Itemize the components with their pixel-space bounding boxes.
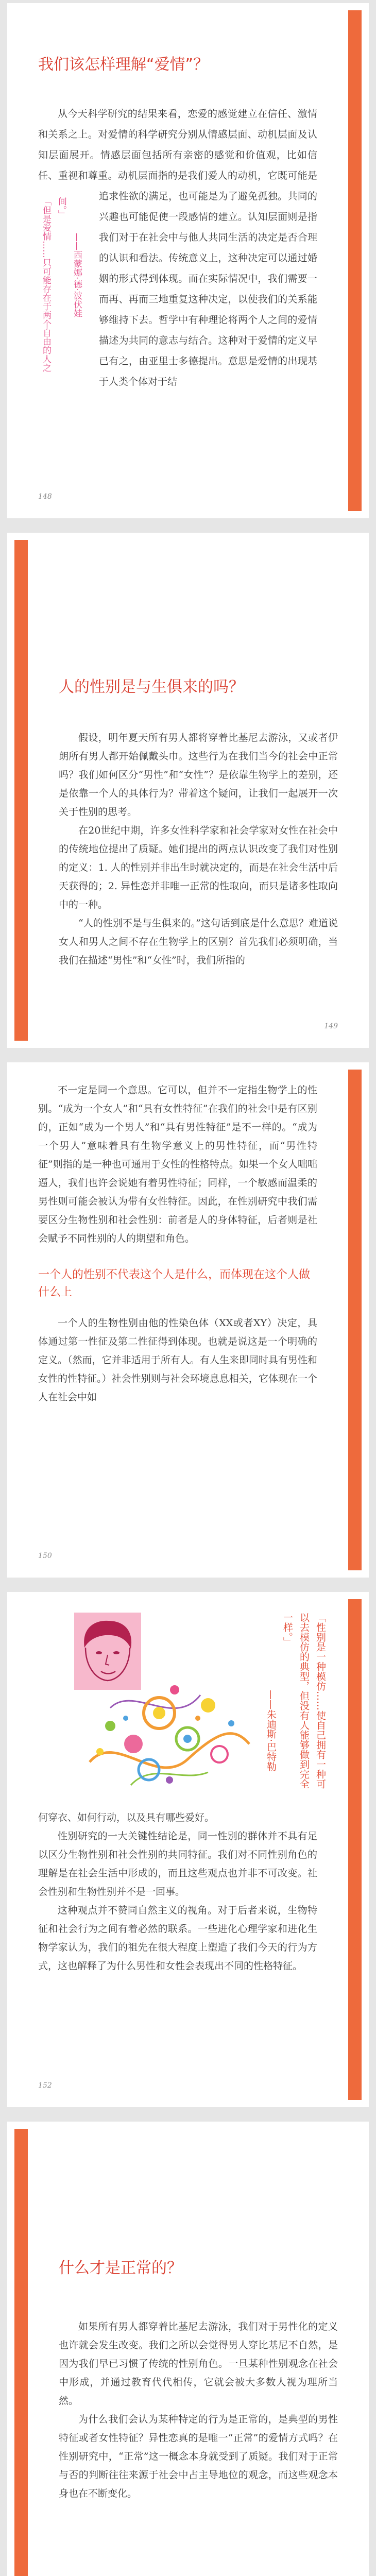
portrait-eye-right bbox=[113, 1651, 119, 1654]
page-number: 149 bbox=[324, 1022, 338, 1030]
body-paragraph: 这种观点并不赞同自然主义的视角。对于后者来说，生物特征和社会行为之间有着必然的联系。一些进化心理学家和进化生物学家认为，我们的祖先在很大程度上塑造了我们今天的行为方式，这也解释了为什么男性和女性会表现出不同的性格特征。 bbox=[38, 1905, 317, 1972]
body-paragraph: 一个人的生物性别由他的性染色体（XX或者XY）决定，具体通过第一性征及第二性征得到体现。也就是说这是一个明确的定义。（然而，它并非适用于所有人。有人生来即同时具有男性和女性的性特征。）社会性别则与社会环境息息相关，它体现在一个人在社会中如 bbox=[38, 1317, 317, 1403]
pattern-swirls bbox=[90, 1685, 249, 1785]
page-number: 152 bbox=[38, 2081, 52, 2090]
body-paragraph: 性别研究的一大关键性结论是，同一性别的群体并不具有足以区分生物性别和社会性别的共同特征。我们对不同性别角色的理解是在社会生活中形成的，而且这些观点也并非不可改变。社会性别和生物性别并不是一回事。 bbox=[38, 1831, 317, 1897]
pattern-dot bbox=[170, 1685, 179, 1694]
pattern-dot bbox=[105, 1721, 115, 1731]
book-page bbox=[7, 1062, 369, 1578]
pattern-dot bbox=[201, 1698, 215, 1713]
pull-quote-text: 「性别是一种模仿……使自己拥有一种可以去模仿的典型，但没有人能够做到完全一样。」 bbox=[282, 1613, 326, 1789]
portrait bbox=[74, 1613, 141, 1690]
book-page bbox=[7, 3, 369, 518]
body-paragraph: 在20世纪中期，许多女性科学家和社会学家对女性在社会中的传统地位提出了质疑。她们提出的两点认识改变了我们对性别的定义：1. 人的性别并非出生时就决定的，而是在社会生活中后天获得的；2. 异性恋并非唯一正常的性取向，而只是诸多性取向中的一种。 bbox=[59, 825, 338, 910]
pattern-dot bbox=[153, 1707, 165, 1719]
section-title: 人的性别是与生俱来的吗？ bbox=[59, 678, 244, 696]
accent-bar bbox=[348, 1599, 362, 2100]
body-paragraph: “人的性别不是与生俱来的。”这句话到底是什么意思？难道说女人和男人之间不存在生物学上的区别？首先我们必须明确，当我们在描述“男性”和“女性”时，我们所指的 bbox=[59, 918, 338, 966]
swirl-line bbox=[90, 1734, 249, 1768]
pattern-dot bbox=[123, 1716, 128, 1721]
body-paragraph: 不一定是同一个意思。它可以，但并不一定指生物学上的性别。“成为一个女人”和“具有女性特征”在我们的社会中是有区别的，正如“成为一个男人”和“具有男性特征”是不一样的。“成为一个男人”意味着具有生物学意义上的男性特征，而“男性特征”则指的是一种也可通用于女性的性格特点。如果一个女人咄咄逼人，我们也许会说她有着男性特征；同样，一个敏感而温柔的男性则可能会被认为带有女性特征。因此，在性别研究中我们需要区分生物性别和社会性别：前者是人的身体特征，后者则是社会赋予不同性别的人的期望和角色。 bbox=[38, 1084, 317, 1244]
pattern-dot bbox=[183, 1735, 192, 1743]
accent-bar bbox=[348, 1070, 362, 1570]
section-title: 什么才是正常的？ bbox=[59, 2259, 182, 2277]
book-page bbox=[7, 533, 369, 1048]
pattern-dot bbox=[96, 1748, 104, 1755]
section-title: 我们该怎样理解“爱情”？ bbox=[38, 56, 209, 74]
pull-quote-author: ——朱迪斯·巴特勒 bbox=[265, 1690, 277, 1772]
body-paragraph: 何穿衣、如何行动，以及具有哪些爱好。 bbox=[38, 1812, 215, 1823]
body-paragraph: 从今天科学研究的结果来看，恋爱的感觉建立在信任、激情和关系之上。对爱情的科学研究分别从情感层面、动机层面及认知层面展开。情感层面包括所有亲密的感觉和价值观，比如信任、重视和尊重。动机层面指的是我们爱人的动机，它既可能是追求性欲的满足，也可能是为了避免孤独。共同的兴趣也可能促使一段感情的建立。认知层面则是指我们对于在社会中与他人共同生活的决定是否合理的认识和看法。传统意义上，这种决定可以通过婚姻的形式得到体现。而在实际情况中，我们需要一而再、再而三地重复这种决定，以使我们的关系能够维持下去。哲学中有种理论将两个人之间的爱情描述为共同的意志与结合。这种对于爱情的定义早已有之，由亚里士多德提出。意思是爱情的出现基于人类个体对于结 bbox=[38, 108, 317, 387]
accent-bar bbox=[348, 10, 362, 511]
body-paragraph: 如果所有男人都穿着比基尼去游泳，我们对于男性化的定义也许就会发生改变。我们之所以会觉得男人穿比基尼不自然，是因为我们早已习惯了传统的性别角色。一旦某种性别观念在社会中形成，并通过教育代代相传，它就会被大多数人视为理所当然。 bbox=[59, 2321, 338, 2406]
pull-quote bbox=[38, 197, 88, 382]
pattern-dot bbox=[195, 1716, 200, 1721]
portrait-eye-left bbox=[96, 1651, 102, 1654]
pattern-ring bbox=[211, 1746, 228, 1762]
book-page bbox=[7, 1592, 369, 2107]
pattern-dot bbox=[228, 1720, 234, 1726]
pattern-dot bbox=[166, 1776, 173, 1784]
pattern-dot bbox=[124, 1735, 143, 1753]
highlight-heading: 一个人的性别不代表这个人是什么，而体现在这个人做什么上 bbox=[38, 1268, 311, 1299]
pull-quote bbox=[257, 1613, 329, 1798]
portrait-illustration bbox=[28, 1607, 254, 1798]
accent-bar bbox=[14, 540, 28, 1041]
pull-quote-author: ——西蒙娜·德·波伏娃 bbox=[72, 233, 82, 317]
accent-bar bbox=[14, 2129, 28, 2576]
page-number: 150 bbox=[38, 1552, 52, 1560]
body-paragraph: 为什么我们会认为某种特定的行为是正常的，是典型的男性特征或者女性特征？异性恋真的是唯一“正常”的爱情方式吗？在性别研究中，“正常”这一概念本身就受到了质疑。我们对于正常与否的判断往往来源于社会中占主导地位的观念，而这些观念本身也在不断变化。 bbox=[59, 2414, 338, 2499]
pattern-ring bbox=[139, 1759, 159, 1780]
pull-quote-text: 「但是爱情……只可能存在于两个自由的人之间。」 bbox=[41, 197, 66, 372]
body-paragraph: 假设，明年夏天所有男人都将穿着比基尼去游泳，又或者伊朗所有男人都开始佩戴头巾。这些行为在我们当今的社会中正常吗？我们如何区分“男性”和“女性”？是依靠生物学上的差别，还是依靠一个人的具体行为？带着这个疑问，让我们一起展开一次关于性别的思考。 bbox=[59, 732, 338, 818]
page-number: 148 bbox=[38, 493, 52, 501]
book-page bbox=[7, 2122, 369, 2576]
